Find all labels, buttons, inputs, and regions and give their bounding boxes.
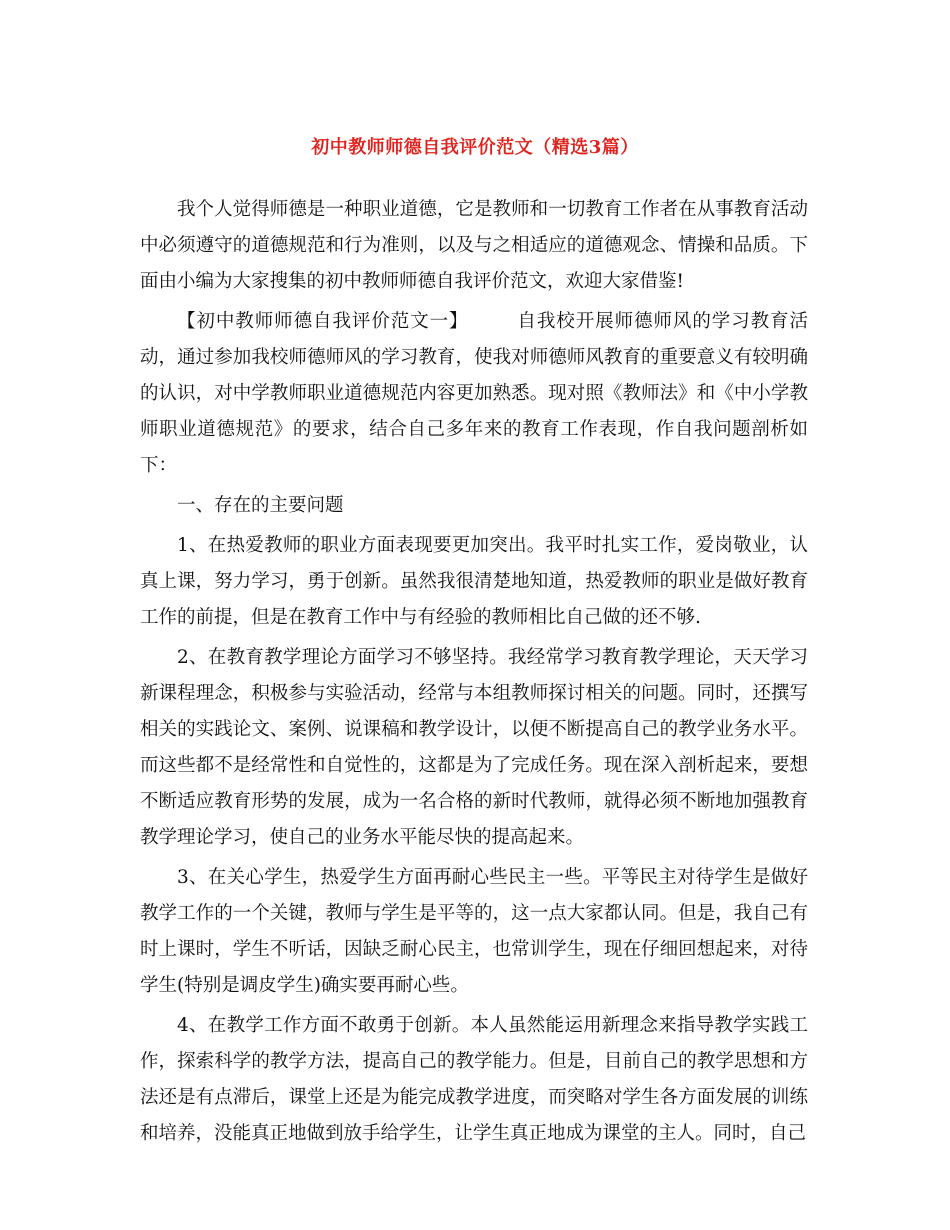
section1-heading: 【初中教师师德自我评价范文一】 [177,311,469,332]
intro-paragraph: 我个人觉得师德是一种职业道德，它是教师和一切教育工作者在从事教育活动中必须遵守的道德规范和行为准则，以及与之相适应的道德观念、情操和品质。下面由小编为大家搜集的初中教师师德自我评价范文，欢迎大家借鉴! [140,199,808,292]
document-body [140,192,808,1156]
item-paragraph-3: 3、在关心学生，热爱学生方面再耐心些民主一些。平等民主对待学生是做好教学工作的一个关键，教师与学生是平等的，这一点大家都认同。但是，我自己有时上课时，学生不听话，因缺乏耐心民主，也常训学生，现在仔细回想起来，对待学生(特别是调皮学生)确实要再耐心些。 [140,867,808,996]
section1-text: 自我校开展师德师风的学习教育活动，通过参加我校师德师风的学习教育，使我对师德师风教育的重要意义有较明确的认识，对中学教师职业道德规范内容更加熟悉。现对照《教师法》和《中小学教师职业道德规范》的要求，结合自己多年来的教育工作表现，作自我问题剖析如下： [140,311,808,476]
document-title: 初中教师师德自我评价范文（精选3篇） [311,137,639,158]
item-paragraph-1: 1、在热爱教师的职业方面表现要更加突出。我平时扎实工作，爱岗敬业，认真上课，努力学习，勇于创新。虽然我很清楚地知道，热爱教师的职业是做好教育工作的前提，但是在教育工作中与有经验的教师相比自己做的还不够. [140,535,808,628]
section1-paragraph [140,304,808,484]
item-paragraph-2: 2、在教育教学理论方面学习不够坚持。我经常学习教育教学理论，天天学习新课程理念，积极参与实验活动，经常与本组教师探讨相关的问题。同时，还撰写相关的实践论文、案例、说课稿和教学设计，以便不断提高自己的教学业务水平。而这些都不是经常性和自觉性的，这都是为了完成任务。现在深入剖析起来，要想不断适应教育形势的发展，成为一名合格的新时代教师，就得必须不断地加强教育教学理论学习，使自己的业务水平能尽快的提高起来。 [140,647,808,848]
subheading: 一、存在的主要问题 [177,495,344,516]
item-paragraph-4: 4、在教学工作方面不敢勇于创新。本人虽然能运用新理念来指导教学实践工作，探索科学的教学方法，提高自己的教学能力。但是，目前自己的教学思想和方法还是有点滞后，课堂上还是为能完成教学进度，而突略对学生各方面发展的训练和培养，没能真正地做到放手给学生，让学生真正地成为课堂的主人。同时，自己 [140,1015,808,1144]
